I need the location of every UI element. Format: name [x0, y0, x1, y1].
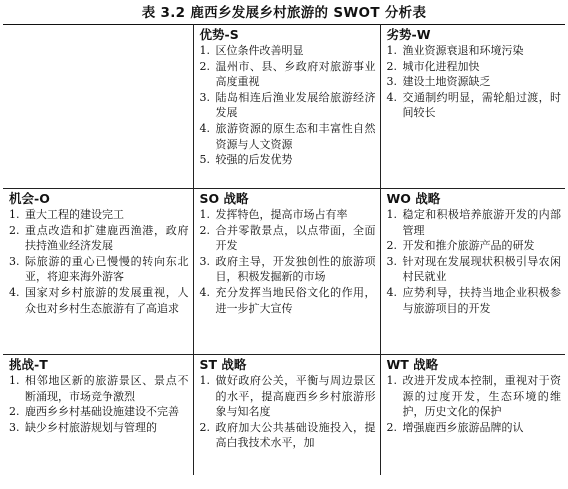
item-text: 交通制约明显，需轮船过渡，时间较长 — [402, 90, 561, 120]
table-caption: 表 3.2 鹿西乡发展乡村旅游的 SWOT 分析表 — [141, 5, 427, 21]
item-number: 1. — [9, 374, 20, 387]
cell-heading: 机会-O — [9, 191, 50, 206]
swot-cell-r1-c3 — [380, 25, 565, 189]
swot-cell-r1-c1 — [3, 25, 193, 189]
list-item — [198, 90, 376, 121]
item-number: 2. — [199, 420, 210, 434]
item-text: 国家对乡村旅游的发展重视，人众也对乡村生态旅游有了高追求 — [25, 285, 189, 315]
item-number: 4. — [386, 90, 397, 104]
item-number: 1. — [386, 208, 397, 221]
item-number: 2. — [199, 59, 210, 73]
cell-item-list — [385, 373, 562, 435]
item-text: 合并零散景点，以点带面，全面开发 — [215, 223, 376, 253]
item-text: 充分发挥当地民俗文化的作用，进一步扩大宣传 — [215, 285, 376, 315]
swot-header-row — [3, 25, 565, 189]
swot-table — [3, 24, 565, 475]
item-number: 3. — [9, 420, 20, 434]
list-item — [7, 404, 189, 420]
list-item — [198, 121, 376, 152]
item-number: 4. — [199, 285, 210, 299]
item-text: 建设土地资源缺乏 — [402, 75, 491, 89]
item-number: 1. — [199, 208, 210, 221]
swot-cell-r3-c1 — [3, 355, 193, 475]
list-item — [385, 207, 562, 238]
item-number: 3. — [386, 75, 397, 89]
item-number: 2. — [386, 239, 397, 253]
swot-cell-r2-c2 — [193, 189, 380, 355]
cell-heading: WO 战略 — [386, 191, 441, 206]
list-item — [198, 59, 376, 90]
swot-cell-r1-c2 — [193, 25, 380, 189]
swot-threat-row — [3, 355, 565, 475]
list-item — [198, 43, 376, 59]
item-number: 1. — [9, 208, 20, 221]
list-item — [198, 152, 376, 168]
item-text: 重点改造和扩建鹿西渔港，政府扶持渔业经济发展 — [25, 223, 189, 253]
cell-heading: ST 战略 — [199, 357, 247, 372]
swot-opportunity-row — [3, 189, 565, 355]
item-number: 2. — [386, 420, 397, 434]
item-number: 2. — [386, 59, 397, 73]
item-number: 1. — [199, 44, 210, 57]
item-number: 4. — [199, 121, 210, 135]
item-text: 政府主导，开发独创性的旅游项目，积极发掘新的市场 — [215, 254, 376, 284]
list-item — [385, 373, 562, 420]
item-number: 3. — [9, 254, 20, 268]
list-item — [7, 285, 189, 316]
list-item — [7, 254, 189, 285]
item-text: 稳定和积极培养旅游开发的内部管理 — [402, 208, 561, 237]
item-text: 城市化进程加快 — [402, 59, 480, 73]
list-item — [385, 43, 562, 59]
list-item — [198, 285, 376, 316]
swot-cell-r3-c3 — [380, 355, 565, 475]
item-text: 重大工程的建设完工 — [25, 208, 124, 221]
item-text: 温州市、县、乡政府对旅游事业高度重视 — [215, 59, 376, 89]
item-text: 鹿西乡乡村基础设施建设不完善 — [25, 405, 179, 419]
item-number: 4. — [9, 285, 20, 299]
list-item — [198, 420, 376, 451]
item-text: 应势利导，扶持当地企业积极参与旅游项目的开发 — [402, 285, 561, 315]
cell-item-list — [7, 207, 189, 316]
list-item — [198, 207, 376, 223]
list-item — [198, 223, 376, 254]
list-item — [7, 207, 189, 223]
item-text: 缺少乡村旅游规划与管理的 — [25, 420, 157, 434]
cell-item-list — [385, 43, 562, 121]
item-number: 3. — [199, 254, 210, 268]
item-number: 2. — [9, 223, 20, 237]
item-text: 政府加大公共基础设施投入，提高白我技术水平，加 — [215, 420, 376, 450]
cell-heading: 劣势-W — [386, 27, 431, 42]
list-item — [385, 74, 562, 90]
item-number: 4. — [386, 285, 397, 299]
cell-heading: 优势-S — [199, 27, 239, 42]
list-item — [385, 420, 562, 436]
item-number: 5. — [199, 153, 210, 167]
item-text: 做好政府公关，平衡与周边景区的水平，提高鹿西乡乡村旅游形象与知名度 — [215, 374, 376, 419]
list-item — [385, 285, 562, 316]
list-item — [7, 420, 189, 436]
item-text: 针对现在发展现状积极引导农闲村民就业 — [402, 254, 561, 284]
swot-cell-r2-c3 — [380, 189, 565, 355]
item-text: 改进开发成本控制，重视对于资源的过度开发，生态环境的维护，历史文化的保护 — [402, 374, 561, 419]
cell-item-list — [385, 207, 562, 316]
item-text: 发挥特色，提高市场占有率 — [215, 208, 348, 221]
item-number: 3. — [386, 254, 397, 268]
item-text: 开发和推介旅游产品的研发 — [402, 239, 535, 253]
item-text: 际旅游的重心已慢慢的转向东北亚，将迎来海外游客 — [25, 254, 189, 284]
item-number: 1. — [199, 374, 210, 387]
cell-heading: WT 战略 — [386, 357, 439, 372]
swot-cell-r2-c1 — [3, 189, 193, 355]
item-number: 2. — [199, 223, 210, 237]
item-number: 1. — [386, 374, 397, 387]
item-text: 渔业资源衰退和环境污染 — [402, 44, 524, 57]
list-item — [385, 254, 562, 285]
list-item — [198, 373, 376, 420]
item-text: 区位条件改善明显 — [215, 44, 304, 57]
item-text: 相邻地区新的旅游景区、景点不断涌现，市场竞争激烈 — [25, 374, 189, 403]
list-item — [385, 238, 562, 254]
list-item — [385, 59, 562, 75]
item-text: 旅游资源的原生态和丰富性自然资源与人文资源 — [215, 121, 376, 151]
item-text: 增强鹿西乡旅游品牌的认 — [402, 420, 524, 434]
list-item — [7, 223, 189, 254]
cell-item-list — [198, 207, 376, 316]
item-number: 1. — [386, 44, 397, 57]
cell-heading: 挑战-T — [9, 357, 48, 372]
item-text: 较强的后发优势 — [215, 153, 293, 167]
item-number: 3. — [199, 90, 210, 104]
list-item — [385, 90, 562, 121]
item-text: 陆岛相连后渔业发展给旅游经济发展 — [215, 90, 376, 120]
list-item — [198, 254, 376, 285]
item-number: 2. — [9, 405, 20, 419]
cell-item-list — [7, 373, 189, 435]
cell-item-list — [198, 43, 376, 168]
list-item — [7, 373, 189, 404]
swot-cell-r3-c2 — [193, 355, 380, 475]
cell-item-list — [198, 373, 376, 451]
cell-heading: SO 战略 — [199, 191, 249, 206]
